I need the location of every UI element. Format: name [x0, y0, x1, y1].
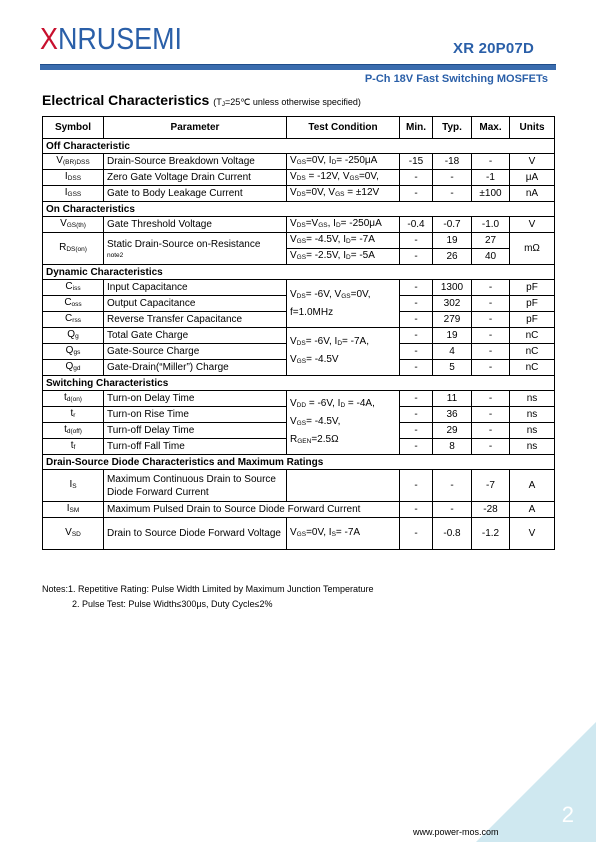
- min-cell: -: [400, 423, 433, 439]
- logo-letters-rest: NRUSEMI: [57, 21, 201, 56]
- min-cell: -: [400, 280, 433, 296]
- typ-cell: 302: [433, 296, 472, 312]
- table-row: [43, 502, 555, 518]
- parameter-cell: Reverse Transfer Capacitance: [104, 312, 287, 328]
- table-row: [43, 154, 555, 170]
- condition-cell: $V_{DS} = -12V$, $V_{GS}=0V$,: [287, 170, 400, 186]
- condition-cell: $V_{DS}=0V$, $V_{GS} = \pm 12V$: [287, 186, 400, 202]
- symbol-cell: $Q_{gs}$: [43, 344, 104, 360]
- max-cell: -: [472, 154, 510, 170]
- unit-cell: V: [510, 518, 555, 550]
- max-cell: -28: [472, 502, 510, 518]
- unit-cell: μA: [510, 170, 555, 186]
- unit-cell: nC: [510, 344, 555, 360]
- parameter-cell: Turn-off Delay Time: [104, 423, 287, 439]
- max-cell: -: [472, 344, 510, 360]
- logo-letter-x: X: [40, 21, 61, 56]
- symbol-cell: $C_{rss}$: [43, 312, 104, 328]
- notes: [42, 582, 373, 612]
- parameter-cell: Drain-Source Breakdown Voltage: [104, 154, 287, 170]
- table-row: [43, 170, 555, 186]
- symbol-cell: $V_{(BR)DSS}$: [43, 154, 104, 170]
- svg-text:XNRUSEMI: [40, 21, 201, 56]
- condition-cell: $V_{DS}=V_{GS}$, $I_D= -250\mu A$: [287, 217, 400, 233]
- typ-cell: 11: [433, 391, 472, 407]
- min-cell: -: [400, 439, 433, 455]
- unit-cell: ns: [510, 407, 555, 423]
- min-cell: -: [400, 391, 433, 407]
- unit-cell: V: [510, 154, 555, 170]
- symbol-cell: $t_{d(off)}$: [43, 423, 104, 439]
- min-cell: -: [400, 249, 433, 265]
- header-parameter: Parameter: [104, 117, 287, 139]
- symbol-cell: $C_{oss}$: [43, 296, 104, 312]
- typ-cell: 8: [433, 439, 472, 455]
- unit-cell: pF: [510, 280, 555, 296]
- typ-cell: -: [433, 186, 472, 202]
- max-cell: -: [472, 328, 510, 344]
- typ-cell: -: [433, 170, 472, 186]
- condition-cell: $V_{GS}=0V$, $I_D= -250\mu A$: [287, 154, 400, 170]
- max-cell: -1.0: [472, 217, 510, 233]
- min-cell: -0.4: [400, 217, 433, 233]
- part-number: XR 20P07D: [452, 40, 534, 57]
- footer-website: www.power-mos.com: [413, 827, 499, 837]
- section-dynamic: Dynamic Characteristics: [43, 265, 555, 280]
- min-cell: -: [400, 186, 433, 202]
- note-1: Notes:1. Repetitive Rating: Pulse Width Limited by Maximum Junction Temperature: [42, 584, 374, 594]
- table-row: [43, 328, 555, 344]
- unit-cell: A: [510, 502, 555, 518]
- typ-cell: 4: [433, 344, 472, 360]
- min-cell: -: [400, 360, 433, 376]
- table-row: [43, 186, 555, 202]
- symbol-cell: $V_{SD}$: [43, 518, 104, 550]
- symbol-cell: $Q_{gd}$: [43, 360, 104, 376]
- typ-cell: -0.7: [433, 217, 472, 233]
- parameter-cell: Input Capacitance: [104, 280, 287, 296]
- electrical-characteristics-table: [42, 116, 555, 550]
- typ-cell: 29: [433, 423, 472, 439]
- max-cell: -: [472, 360, 510, 376]
- symbol-cell: $I_{DSS}$: [43, 170, 104, 186]
- unit-cell: nA: [510, 186, 555, 202]
- min-cell: -: [400, 233, 433, 249]
- symbol-cell: $t_{d(on)}$: [43, 391, 104, 407]
- max-cell: 27: [472, 233, 510, 249]
- unit-cell: pF: [510, 312, 555, 328]
- typ-cell: 36: [433, 407, 472, 423]
- typ-cell: 26: [433, 249, 472, 265]
- symbol-cell: $R_{DS(on)}$: [43, 233, 104, 265]
- parameter-cell: Total Gate Charge: [104, 328, 287, 344]
- condition-cell: $V_{GS}= -2.5V$, $I_D= -5A$: [287, 249, 400, 265]
- max-cell: -: [472, 280, 510, 296]
- parameter-cell: Drain to Source Diode Forward Voltage: [104, 518, 287, 550]
- max-cell: 40: [472, 249, 510, 265]
- min-cell: -: [400, 518, 433, 550]
- unit-cell: ns: [510, 423, 555, 439]
- min-cell: -: [400, 328, 433, 344]
- page-number: 2: [561, 802, 574, 827]
- max-cell: -1: [472, 170, 510, 186]
- condition-cell: [287, 470, 400, 502]
- unit-cell: nC: [510, 328, 555, 344]
- unit-cell: mΩ: [510, 233, 555, 265]
- unit-cell: A: [510, 470, 555, 502]
- parameter-cell: Gate to Body Leakage Current: [104, 186, 287, 202]
- max-cell: -: [472, 312, 510, 328]
- header-units: Units: [510, 117, 555, 139]
- note-reference: note2: [107, 251, 124, 259]
- symbol-cell: $I_{GSS}$: [43, 186, 104, 202]
- section-on: On Characteristics: [43, 202, 555, 217]
- note-2: 2. Pulse Test: Pulse Width≤300μs, Duty Cycle≤2%: [72, 599, 273, 609]
- symbol-cell: $Q_g$: [43, 328, 104, 344]
- symbol-cell: $t_r$: [43, 407, 104, 423]
- table-row: [43, 391, 555, 407]
- unit-cell: ns: [510, 391, 555, 407]
- table-row: [43, 280, 555, 296]
- max-cell: -7: [472, 470, 510, 502]
- typ-cell: -: [433, 470, 472, 502]
- typ-cell: 19: [433, 233, 472, 249]
- table-row: [43, 217, 555, 233]
- symbol-cell: $C_{iss}$: [43, 280, 104, 296]
- symbol-cell: $t_f$: [43, 439, 104, 455]
- product-subtitle: P-Ch 18V Fast Switching MOSFETs: [364, 73, 548, 85]
- unit-cell: V: [510, 217, 555, 233]
- parameter-cell: Output Capacitance: [104, 296, 287, 312]
- header-rule: [40, 64, 556, 70]
- min-cell: -: [400, 344, 433, 360]
- symbol-cell: $I_S$: [43, 470, 104, 502]
- header-test-condition: Test Condition: [287, 117, 400, 139]
- condition-cell: $V_{DS}= -6V$, $I_D= -7A$, $V_{GS}= -4.5V$: [287, 328, 400, 376]
- section-title: [42, 92, 361, 108]
- max-cell: -1.2: [472, 518, 510, 550]
- typ-cell: 5: [433, 360, 472, 376]
- typ-cell: 1300: [433, 280, 472, 296]
- condition-cell: $V_{GS}=0V$, $I_S= -7A$: [287, 518, 400, 550]
- header-symbol: Symbol: [43, 117, 104, 139]
- symbol-cell: $I_{SM}$: [43, 502, 104, 518]
- header-min: Min.: [400, 117, 433, 139]
- corner-decoration: [476, 722, 596, 842]
- section-switching: Switching Characteristics: [43, 376, 555, 391]
- min-cell: -: [400, 170, 433, 186]
- typ-cell: 19: [433, 328, 472, 344]
- parameter-cell: Gate Threshold Voltage: [104, 217, 287, 233]
- table-row: [43, 233, 555, 249]
- parameter-cell: Maximum Pulsed Drain to Source Diode Forward Current: [104, 502, 400, 518]
- symbol-cell: $V_{GS(th)}$: [43, 217, 104, 233]
- min-cell: -15: [400, 154, 433, 170]
- min-cell: -: [400, 296, 433, 312]
- parameter-cell: Gate-Source Charge: [104, 344, 287, 360]
- condition-cell: $V_{GS}= -4.5V$, $I_D= -7A$: [287, 233, 400, 249]
- parameter-cell: Turn-off Fall Time: [104, 439, 287, 455]
- parameter-cell: Static Drain-Source on-Resistance note2: [104, 233, 287, 265]
- unit-cell: pF: [510, 296, 555, 312]
- max-cell: -: [472, 391, 510, 407]
- table-header-row: [43, 117, 555, 139]
- typ-cell: -18: [433, 154, 472, 170]
- header-max: Max.: [472, 117, 510, 139]
- table-row: [43, 518, 555, 550]
- section-off: Off Characteristic: [43, 139, 555, 154]
- max-cell: ±100: [472, 186, 510, 202]
- parameter-cell: Turn-on Rise Time: [104, 407, 287, 423]
- condition-cell: $V_{DD} = -6V$, $I_D = -4A$, $V_{GS}= -4.5V$, $R_{GEN}=2.5\Omega$: [287, 391, 400, 455]
- parameter-cell: Maximum Continuous Drain to Source Diode Forward Current: [104, 470, 287, 502]
- min-cell: -: [400, 470, 433, 502]
- max-cell: -: [472, 407, 510, 423]
- max-cell: -: [472, 296, 510, 312]
- parameter-cell: Gate-Drain(“Miller”) Charge: [104, 360, 287, 376]
- condition-cell: $V_{DS}= -6V$, $V_{GS}=0V$, f=1.0MHz: [287, 280, 400, 328]
- max-cell: -: [472, 423, 510, 439]
- parameter-cell: Zero Gate Voltage Drain Current: [104, 170, 287, 186]
- parameter-cell: Turn-on Delay Time: [104, 391, 287, 407]
- max-cell: -: [472, 439, 510, 455]
- unit-cell: ns: [510, 439, 555, 455]
- section-diode: Drain-Source Diode Characteristics and Maximum Ratings: [43, 455, 555, 470]
- min-cell: -: [400, 502, 433, 518]
- typ-cell: -0.8: [433, 518, 472, 550]
- min-cell: -: [400, 407, 433, 423]
- header-typ: Typ.: [433, 117, 472, 139]
- typ-cell: 279: [433, 312, 472, 328]
- unit-cell: nC: [510, 360, 555, 376]
- section-title-text: Electrical Characteristics: [42, 92, 210, 108]
- typ-cell: -: [433, 502, 472, 518]
- table-row: [43, 470, 555, 502]
- section-condition: ($T_J=25℃$ unless otherwise specified): [213, 97, 361, 108]
- company-logo: [40, 21, 201, 56]
- min-cell: -: [400, 312, 433, 328]
